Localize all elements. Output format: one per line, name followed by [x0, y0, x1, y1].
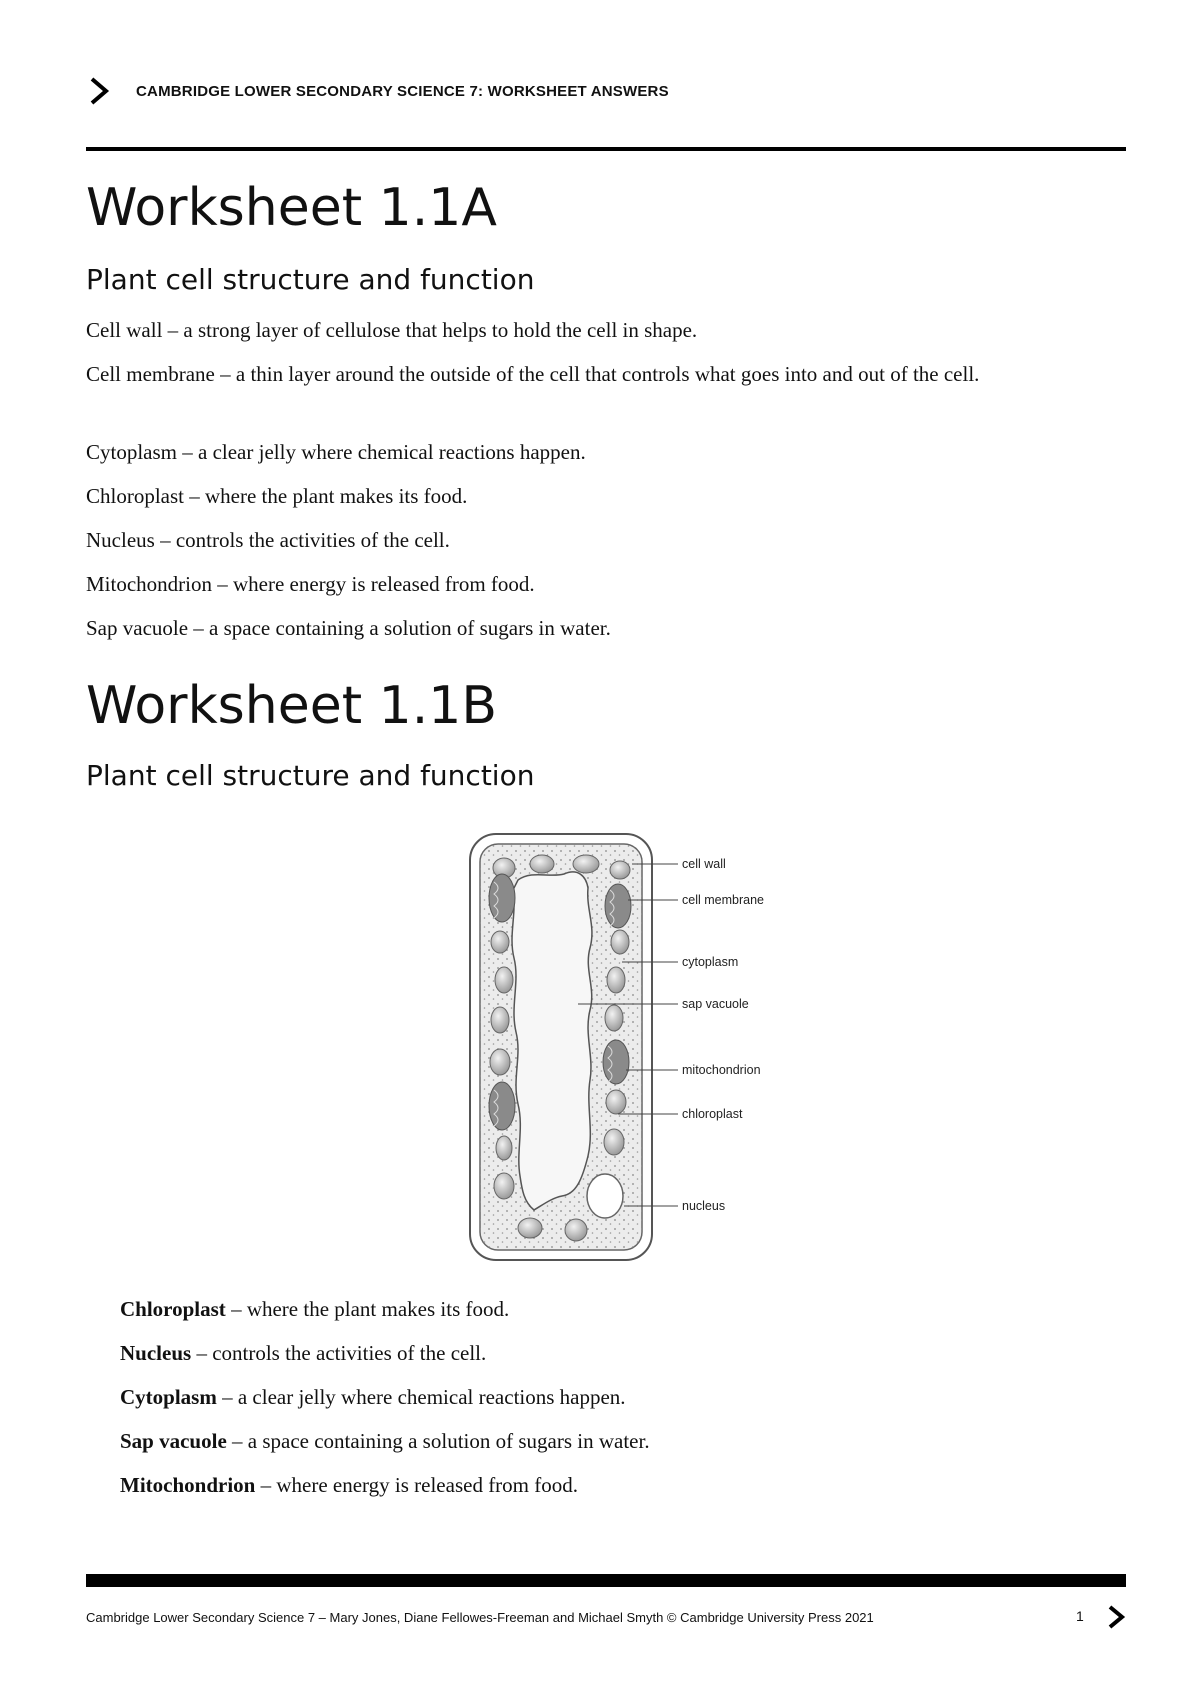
label-chloroplast: chloroplast — [682, 1107, 743, 1121]
label-nucleus: nucleus — [682, 1199, 726, 1213]
answer-item — [120, 1338, 486, 1368]
header-divider — [86, 147, 1126, 151]
chevron-right-icon — [1104, 1604, 1130, 1630]
label-sap-vacuole: sap vacuole — [682, 997, 749, 1011]
answer-line: Nucleus – controls the activities of the cell. — [86, 528, 450, 552]
answer-term: Cytoplasm — [120, 1385, 217, 1409]
answer-definition: – a clear jelly where chemical reactions happen. — [216, 1385, 626, 1409]
worksheet-1a-title: Worksheet 1.1A — [86, 178, 497, 238]
label-cell-wall: cell wall — [682, 857, 726, 871]
plant-cell-diagram — [460, 830, 800, 1270]
answer-line: Cytoplasm – a clear jelly where chemical reactions happen. — [86, 440, 586, 464]
answer-term: Nucleus — [120, 1341, 192, 1365]
chevron-right-icon — [86, 76, 116, 106]
label-cytoplasm: cytoplasm — [682, 955, 739, 969]
answer-term: Chloroplast — [120, 1297, 226, 1321]
header-title: CAMBRIDGE LOWER SECONDARY SCIENCE 7: WORKSHEET ANSWERS — [136, 82, 669, 100]
page-header — [86, 76, 669, 106]
answer-definition: – controls the activities of the cell. — [191, 1341, 487, 1365]
answer-definition: – where energy is released from food. — [255, 1473, 579, 1497]
answer-item — [120, 1294, 509, 1324]
answer-line: Cell wall – a strong layer of cellulose that helps to hold the cell in shape. — [86, 318, 698, 342]
page-number: 1 — [1076, 1608, 1084, 1624]
answer-definition: – a space containing a solution of sugars in water. — [226, 1429, 650, 1453]
answer-term: Sap vacuole — [120, 1429, 227, 1453]
worksheet-1b-subtitle: Plant cell structure and function — [86, 759, 535, 792]
worksheet-1a-subtitle: Plant cell structure and function — [86, 263, 535, 296]
nucleus-shape — [587, 1174, 623, 1218]
answer-line: Mitochondrion – where energy is released from food. — [86, 572, 535, 596]
answer-item — [120, 1426, 650, 1456]
answer-line: Cell membrane – a thin layer around the outside of the cell that controls what goes into and out of the cell. — [86, 362, 980, 386]
footer-divider — [86, 1574, 1126, 1587]
answer-line: Sap vacuole – a space containing a solution of sugars in water. — [86, 616, 611, 640]
answer-line: Chloroplast – where the plant makes its food. — [86, 484, 468, 508]
worksheet-1b-title: Worksheet 1.1B — [86, 676, 497, 736]
footer-copyright: Cambridge Lower Secondary Science 7 – Mary Jones, Diane Fellowes-Freeman and Michael Smyth © Cambridge University Press 2021 — [86, 1610, 874, 1625]
answer-term: Mitochondrion — [120, 1473, 256, 1497]
answer-definition: – where the plant makes its food. — [225, 1297, 510, 1321]
answer-item — [120, 1470, 578, 1500]
answer-item — [120, 1382, 626, 1412]
sap-vacuole-shape — [512, 872, 592, 1210]
label-mitochondrion: mitochondrion — [682, 1063, 761, 1077]
label-cell-membrane: cell membrane — [682, 893, 764, 907]
